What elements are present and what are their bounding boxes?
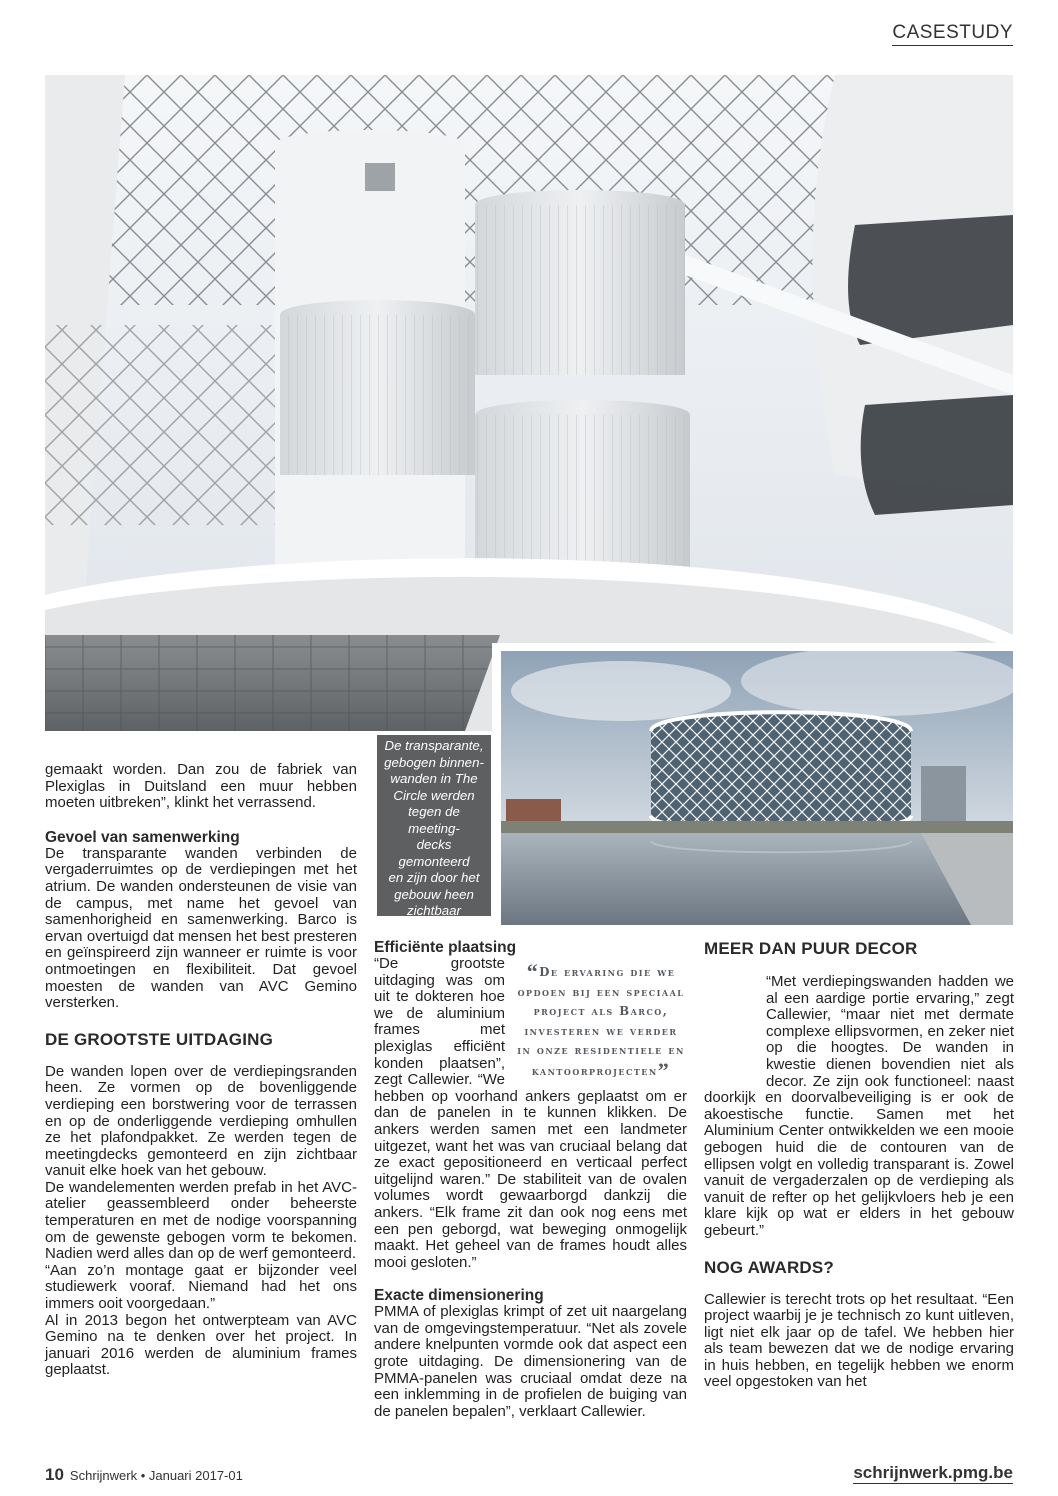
- paragraph: “Met verdiepingswanden hadden we al een aardige portie ervaring,” zegt Callewier, “maar niet met dermate complexe ellipsvormen, en zeker niet op die hoogtes. De wanden in kwestie dienen bovendien niet als decor. Ze zijn ook functioneel: naast doorkijk en doorvalbeveiliging is er ook de akoestische functie. Samen met het Aluminium Center ontwikkelden we een mooie gebogen huid die de contouren van de ellipsen volgt en volledig transparant is. Zowel vanuit de vergaderzalen op de verdieping als vanuit de refter op het gelijkvloers heb je een klare kijk op wat er elders in het gebouw gebeurt.”: [704, 973, 1014, 1239]
- paragraph: “Aan zo’n montage gaat er bijzonder veel studiewerk vooraf. Niemand had het ons immers ooit voorgedaan.”: [45, 1261, 357, 1313]
- subheading-dimensionering: Exacte dimensionering: [374, 1287, 544, 1305]
- subheading-samenwerking: Gevoel van samenwerking: [45, 828, 240, 846]
- pull-quote-open: “: [526, 959, 540, 984]
- text-column-1: [45, 762, 357, 1379]
- paragraph: “De grootste uitdaging was om uit te dokteren hoe we de aluminium frames met plexiglas efficiënt konden plaatsen”, zegt Callewier. “We hebben op voorhand ankers geplaatst om er dan de panelen in te kunnen klikken. De ankers werden samen met een landmeter uitgezet, want het was van cruciaal belang dat ze exact gepositioneerd en verticaal perfect uitgelijnd waren.” De stabiliteit van de ovalen volumes wordt gewaarborgd dankzij die ankers. “Elk frame zit dan ook nog eens met een pen geborgd, wat beweging onmogelijk maakt. Het geheel van de frames houdt alles mooi gesloten.”: [374, 955, 687, 1271]
- section-tag: CASESTUDY: [892, 22, 1013, 46]
- paragraph: gemaakt worden. Dan zou de fabriek van Plexiglas in Duitsland een muur hebben moeten uitbreken”, klinkt het verrassend.: [45, 761, 357, 812]
- exterior-photo: [501, 651, 1013, 925]
- text-column-3: [704, 939, 1014, 1391]
- text-column-2: [374, 939, 687, 1420]
- website-link[interactable]: schrijnwerk.pmg.be: [853, 1463, 1013, 1482]
- page-folio: [45, 1465, 243, 1485]
- paragraph: De transparante wanden verbinden de vergaderruimtes op de verdiepingen met het atrium. De wanden ondersteunen de visie van de campus, met name het gevoel van samenhorigheid en samenwerking. Barco is ervan overtuigd dat mensen het best presteren en geïnspireerd zijn wanneer er ruimte is voor ontmoetingen en flexibiliteit. Dat gevoel moesten de wanden van AVC Gemino versterken.: [45, 844, 357, 1012]
- pull-quote-wrap-space: [704, 974, 766, 1084]
- publication-line: Schrijnwerk • Januari 2017-01: [69, 1468, 243, 1483]
- pull-quote-close: ”: [657, 1057, 671, 1083]
- paragraph: De wanden lopen over de verdiepingsranden heen. Ze vormen op de bovenliggende verdieping een borstwering voor de terrassen en op de onderliggende verdieping omhullen ze het plafondpakket. Ze werden tegen de meetingdecks gemonteerd en zijn zichtbaar vanuit elke hoek van het gebouw.: [45, 1062, 357, 1180]
- page-number: 10: [45, 1465, 64, 1484]
- paragraph: De wandelementen werden prefab in het AVC-atelier geassembleerd onder beheerste temperaturen en met de nodige voorspanning om de gewenste gebogen vorm te bekomen. Nadien werd alles dan op de werf gemonteerd.: [45, 1178, 357, 1263]
- photo-caption: De transparante, gebogen binnen- wanden in The Circle werden tegen de meeting- decks gemonteerd en zijn door het gebouw heen zichtbaar: [377, 735, 491, 916]
- heading-meer-dan-puur-decor: MEER DAN PUUR DECOR: [704, 939, 918, 958]
- paragraph: Al in 2013 begon het ontwerpteam van AVC Gemino na te denken over het project. In januari 2016 werden de aluminium frames geplaatst.: [45, 1311, 357, 1379]
- heading-grootste-uitdaging: DE GROOTSTE UITDAGING: [45, 1029, 274, 1049]
- paragraph: PMMA of plexiglas krimpt of zet uit naargelang van de omgevingstemperatuur. “Net als zovele andere knelpunten vormde ook dat aspect een grote uitdaging. De dimensionering van de PMMA-panelen was cruciaal omdat deze na een inklemming in de profielen de buiging van de panelen bepalen”, verklaart Callewier.: [374, 1303, 687, 1420]
- atrium-photo: [45, 75, 1013, 731]
- paragraph: Callewier is terecht trots op het resultaat. “Een project waarbij je je technisch zo kunt uitleven, ligt niet elk jaar op de tafel. We hebben hier als team bewezen dat we de nodige ervaring in huis hebben, en tegelijk hebben we enorm veel opgestoken van het: [704, 1290, 1014, 1391]
- pull-quote-text: De ervaring die we opdoen bij een speciaal project als Barco, investeren we verder in onze residentiele en kantoorprojecten: [517, 965, 685, 1078]
- pull-quote: [515, 959, 687, 1083]
- heading-nog-awards: NOG AWARDS?: [704, 1257, 835, 1277]
- subheading-plaatsing: Efficiënte plaatsing: [374, 939, 517, 956]
